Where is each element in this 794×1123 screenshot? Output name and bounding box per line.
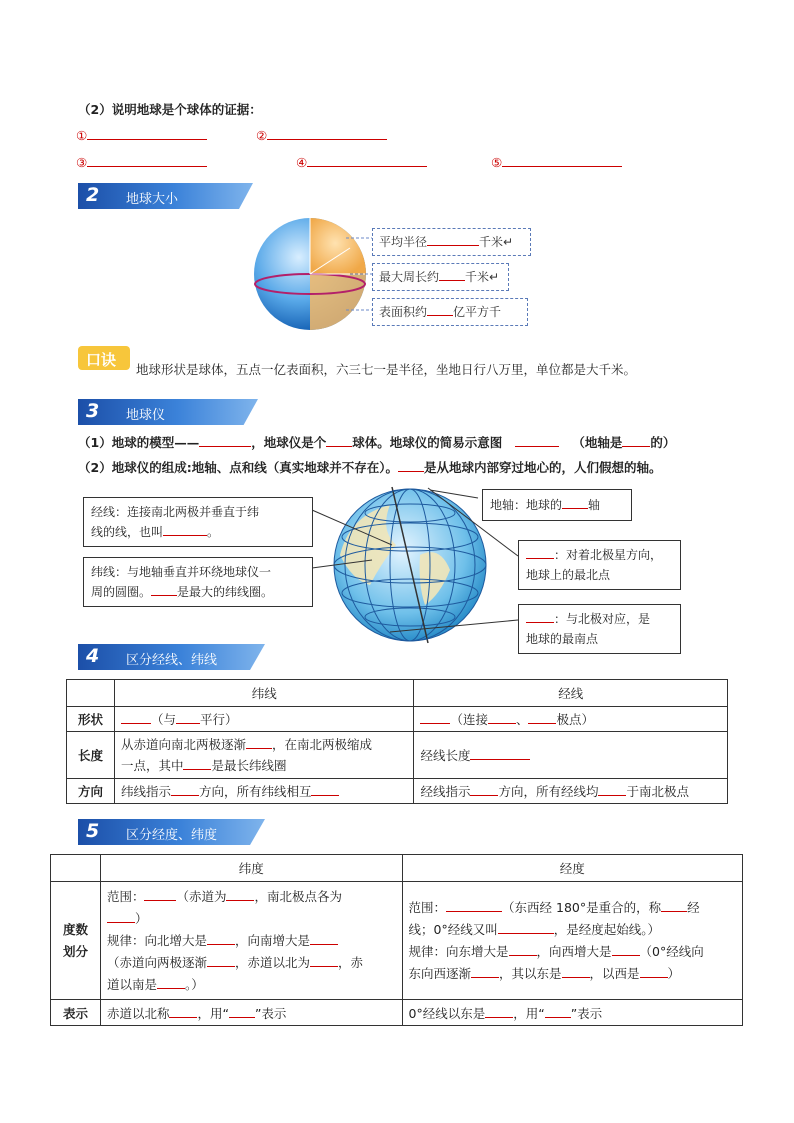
globe-line-1: （1）地球的模型—— ，地球仪是个 球体。地球仪的简易示意图 （地轴是 的） — [78, 435, 676, 450]
section-number: 4 — [86, 645, 100, 667]
row-header-shape: 形状 — [67, 707, 115, 732]
col-header-longitude: 经度 — [402, 855, 743, 882]
table-row — [67, 732, 728, 779]
circumference-box: 最大周长约 千米↵ — [372, 263, 509, 291]
meridian-callout: 经线：连接南北两极并垂直于纬 线的线，也叫 。 — [83, 497, 313, 547]
latitude-notation: 赤道以北称 ，用“ ”表示 — [100, 1000, 402, 1026]
section-number: 3 — [86, 400, 100, 422]
meridian-length: 经线长度 — [414, 732, 728, 779]
section-header-5 — [78, 819, 265, 845]
evidence-question: （2）说明地球是个球体的证据： — [78, 102, 262, 117]
table-row — [67, 707, 728, 732]
surface-area-box: 表面积约 亿平方千 — [372, 298, 528, 326]
parallel-length: 从赤道向南北两极逐渐 ，在南北两极缩成 一点，其中 是最长纬线圈 — [114, 732, 414, 779]
col-header-parallel: 纬线 — [114, 680, 414, 707]
table-row — [51, 1000, 743, 1026]
meridian-direction: 经线指示 方向，所有经线均 于南北极点 — [414, 779, 728, 804]
section-number: 5 — [86, 820, 100, 842]
section-title: 地球大小 — [126, 192, 179, 207]
evidence-item-1: ① — [76, 125, 207, 143]
mnemonic-text: 地球形状是球体，五点一亿表面积，六三七一是半径，坐地日行八万里，单位都是大千米。 — [136, 362, 637, 377]
mnemonic-badge: 口诀 — [78, 346, 130, 370]
parallel-direction: 纬线指示 方向，所有纬线相互 — [114, 779, 414, 804]
north-pole-callout: ：对着北极星方向， 地球上的最北点 — [518, 540, 681, 590]
table-corner — [67, 680, 115, 707]
meridian-parallel-table — [66, 679, 728, 804]
evidence-item-2: ② — [256, 125, 387, 143]
longitude-notation: 0°经线以东是 ，用“ ”表示 — [402, 1000, 743, 1026]
section-header-4 — [78, 644, 265, 670]
longitude-latitude-table — [50, 854, 743, 1026]
table-row — [67, 779, 728, 804]
evidence-item-4: ④ — [296, 152, 427, 170]
row-header-notation: 表示 — [51, 1000, 101, 1026]
south-pole-callout: ：与北极对应，是 地球的最南点 — [518, 604, 681, 654]
section-title: 地球仪 — [126, 408, 166, 423]
globe-line-2: （2）地球仪的组成:地轴、点和线（真实地球并不存在）。 是从地球内部穿过地心的，人们假想的轴。 — [78, 460, 662, 475]
evidence-item-3: ③ — [76, 152, 207, 170]
parallel-callout: 纬线：与地轴垂直并环绕地球仪一 周的圆圈。 是最大的纬线圈。 — [83, 557, 313, 607]
latitude-division: 范围： （赤道为 ，南北极点各为 ） 规律：向北增大是 ，向南增大是 （赤道向两极逐渐 ，赤道以北为 ，赤 道以南是 。） — [100, 882, 402, 1000]
col-header-meridian: 经线 — [414, 680, 728, 707]
meridian-shape: （连接 、 极点） — [414, 707, 728, 732]
row-header-length: 长度 — [67, 732, 115, 779]
section-title: 区分经线、纬线 — [126, 653, 218, 668]
table-corner — [51, 855, 101, 882]
row-header-direction: 方向 — [67, 779, 115, 804]
table-row — [51, 882, 743, 1000]
row-header-degree-division: 度数划分 — [51, 882, 101, 1000]
parallel-shape: （与 平行） — [114, 707, 414, 732]
col-header-latitude: 纬度 — [100, 855, 402, 882]
section-title: 区分经度、纬度 — [126, 828, 218, 843]
section-number: 2 — [86, 184, 100, 206]
axis-callout: 地轴：地球的 轴 — [482, 489, 632, 521]
evidence-item-5: ⑤ — [491, 152, 622, 170]
radius-box: 平均半径 千米↵ — [372, 228, 531, 256]
longitude-division: 范围： （东西经 180°是重合的，称 经 线；0°经线又叫 ，是经度起始线。） 规律：向东增大是 ，向西增大是 （0°经线向 东向西逐渐 ，其以东是 ，以西是 ） — [402, 882, 743, 1000]
